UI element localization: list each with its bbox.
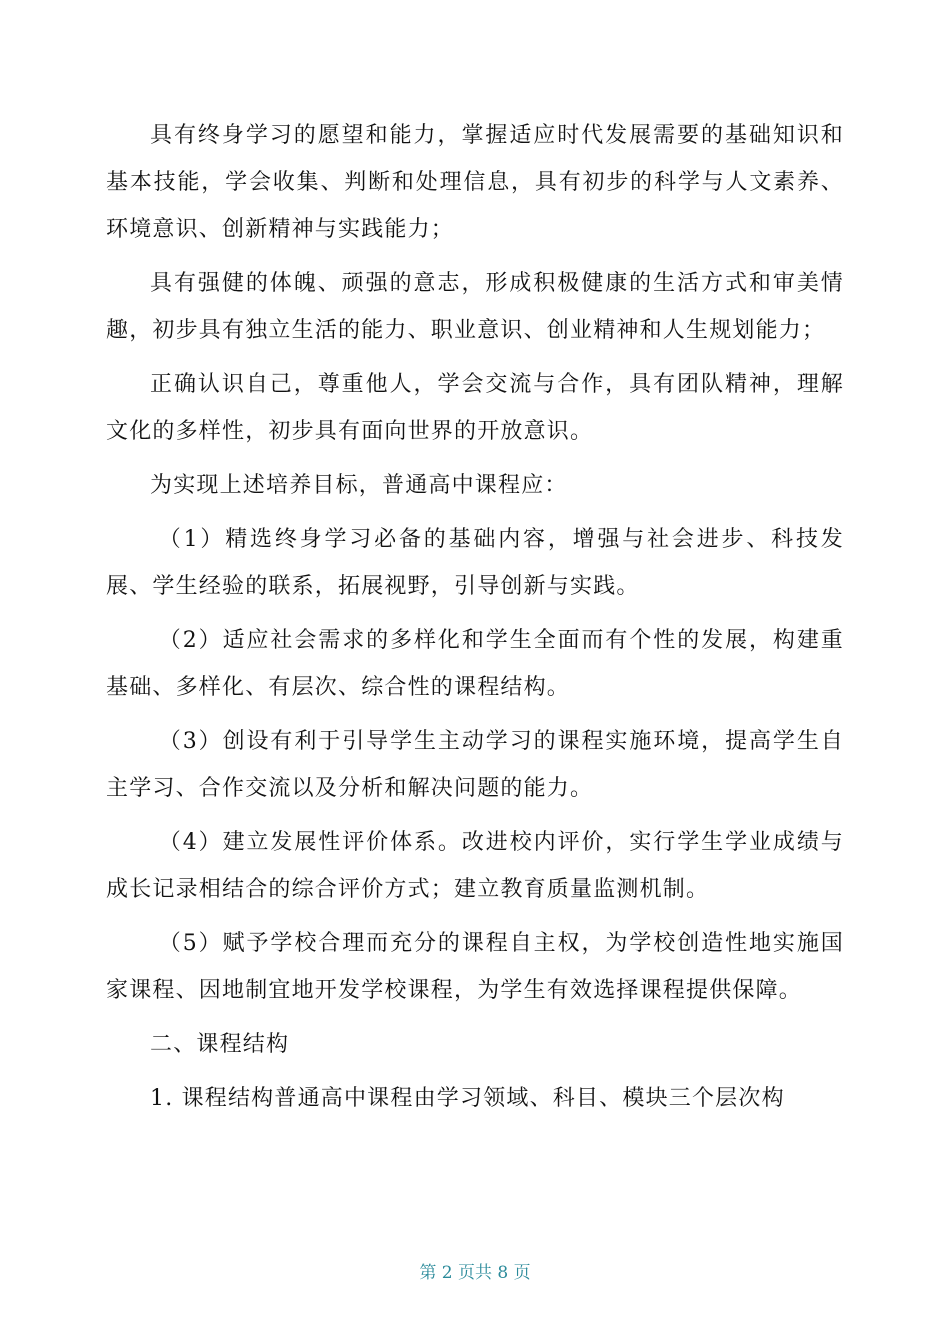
document-body [106,112,844,1129]
section-heading-curriculum-structure: 二、课程结构 [150,1032,290,1057]
paragraph-self-awareness: 正确认识自己，尊重他人，学会交流与合作，具有团队精神，理解文化的多样性，初步具有面向世界的开放意识。 [106,372,844,444]
list-item-4: （4）建立发展性评价体系。改进校内评价，实行学生学业成绩与成长记录相结合的综合评价方式；建立教育质量监测机制。 [106,830,844,902]
list-item-1: （1）精选终身学习必备的基础内容，增强与社会进步、科技发展、学生经验的联系，拓展视野，引导创新与实践。 [106,527,844,599]
list-item-5: （5）赋予学校合理而充分的课程自主权，为学校创造性地实施国家课程、因地制宜地开发学校课程，为学生有效选择课程提供保障。 [106,931,844,1003]
page-number-footer: 第 2 页共 8 页 [419,1263,531,1283]
paragraph-curriculum-intro: 为实现上述培养目标，普通高中课程应： [150,473,568,498]
list-item-3: （3）创设有利于引导学生主动学习的课程实施环境，提高学生自主学习、合作交流以及分析和解决问题的能力。 [106,729,844,801]
paragraph-lifelong-learning: 具有终身学习的愿望和能力，掌握适应时代发展需要的基础知识和基本技能，学会收集、判断和处理信息，具有初步的科学与人文素养、环境意识、创新精神与实践能力； [106,123,844,242]
paragraph-structure-1: 1. 课程结构普通高中课程由学习领域、科目、模块三个层次构 [150,1086,785,1111]
paragraph-physical-health: 具有强健的体魄、顽强的意志，形成积极健康的生活方式和审美情趣，初步具有独立生活的能力、职业意识、创业精神和人生规划能力； [106,271,844,343]
list-item-2: （2）适应社会需求的多样化和学生全面而有个性的发展，构建重基础、多样化、有层次、综合性的课程结构。 [106,628,844,700]
